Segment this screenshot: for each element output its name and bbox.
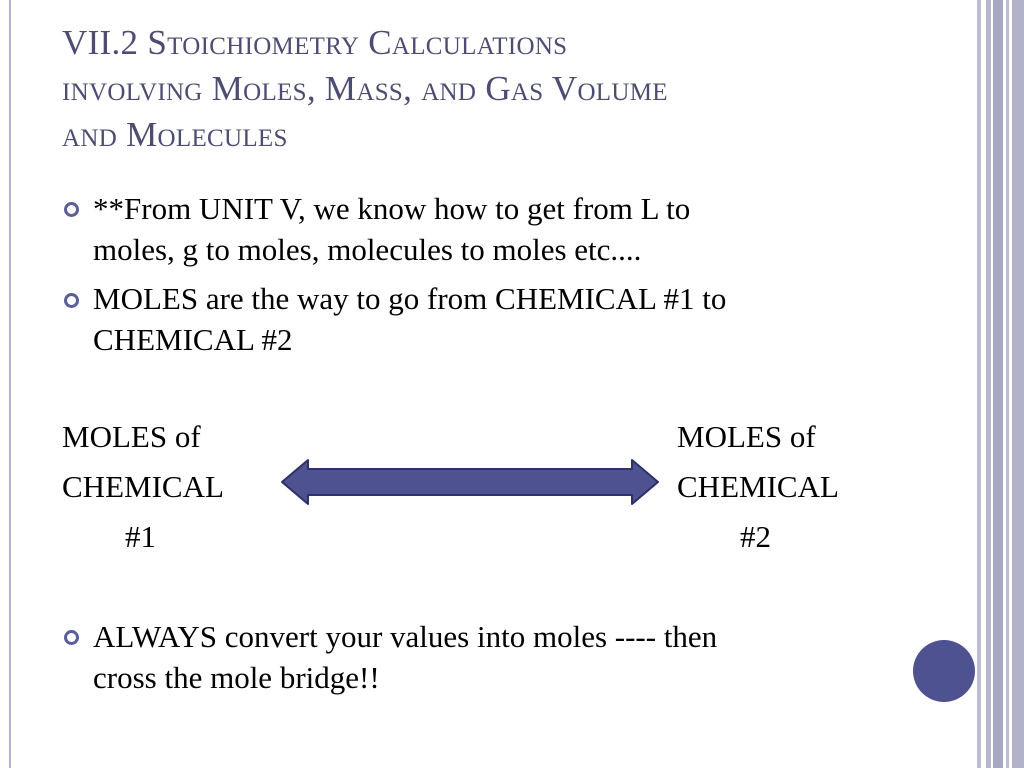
bullet-item-2 <box>93 278 913 360</box>
right-number-label: #2 <box>740 519 771 554</box>
bullet-icon <box>64 293 79 308</box>
bullet-1-line-2: moles, g to moles, molecules to moles etc.... <box>93 232 642 267</box>
bullet-item-3 <box>93 616 913 698</box>
bullet-2-line-1: MOLES are the way to go from CHEMICAL #1 to <box>93 281 727 316</box>
bullet-3-line-1: ALWAYS convert your values into moles ---- then <box>93 619 718 654</box>
title-line-2: involving Moles, Mass, and Gas Volume <box>62 69 668 108</box>
title-line-1: VII.2 Stoichiometry Calculations <box>62 23 568 62</box>
left-moles-label: MOLES of <box>62 419 201 454</box>
bullet-3-line-2: cross the mole bridge!! <box>93 660 380 695</box>
double-arrow-icon <box>280 458 660 506</box>
left-number-label: #1 <box>125 519 156 554</box>
bullet-1-line-1: **From UNIT V, we know how to get from L to <box>93 191 691 226</box>
decorative-stripe <box>1012 0 1024 768</box>
bullet-icon <box>64 630 79 645</box>
right-chemical-label: CHEMICAL <box>677 469 839 504</box>
bullet-item-1 <box>93 188 913 270</box>
left-chemical-label: CHEMICAL <box>62 469 224 504</box>
decorative-stripe <box>977 0 981 768</box>
bullet-2-line-2: CHEMICAL #2 <box>93 322 293 357</box>
right-moles-label: MOLES of <box>677 419 816 454</box>
slide-title <box>62 20 942 158</box>
bullet-icon <box>64 202 79 217</box>
decorative-stripe <box>993 0 1003 768</box>
title-line-3: and Molecules <box>62 115 288 154</box>
left-border-line <box>9 0 11 768</box>
decorative-stripe <box>986 0 991 768</box>
decorative-stripe <box>1006 0 1009 768</box>
decorative-circle <box>913 640 975 702</box>
